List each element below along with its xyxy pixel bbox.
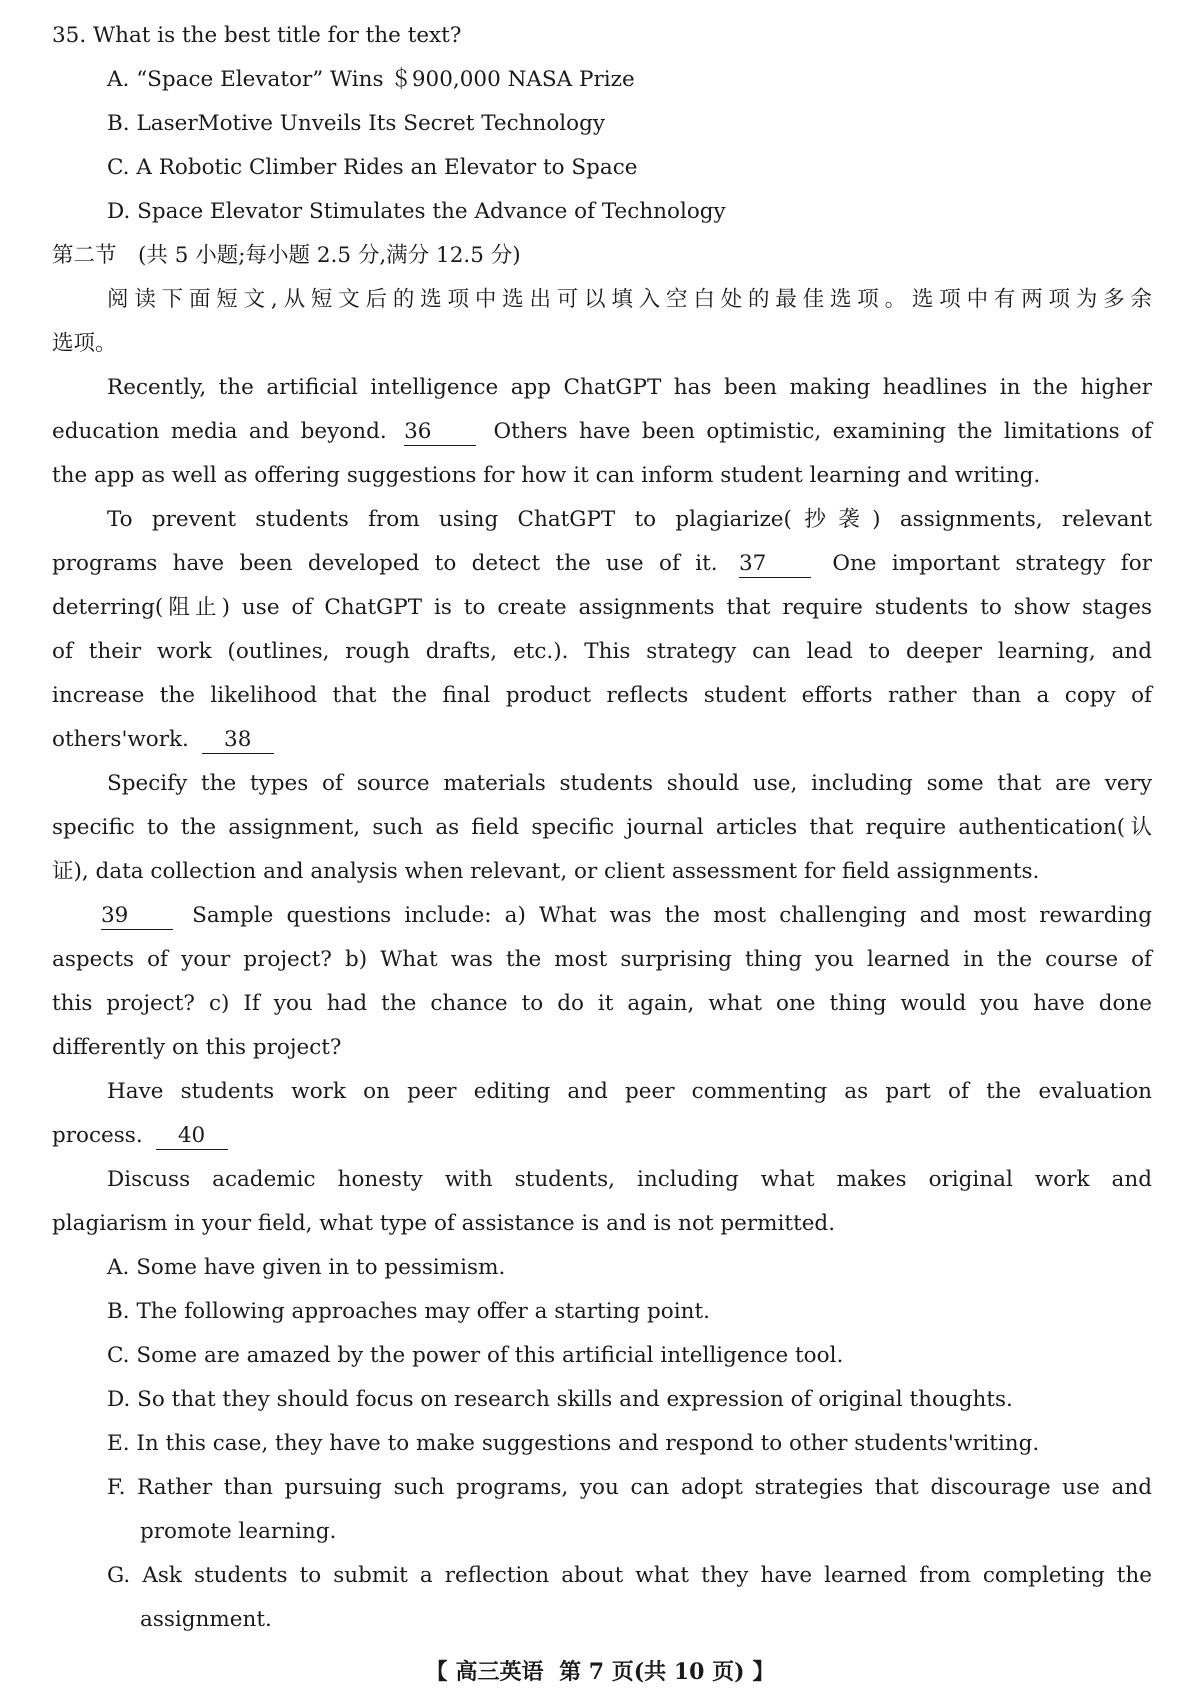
passage-line: [52, 894, 1152, 938]
question-35-option-d: D. Space Elevator Stimulates the Advance of Technology: [107, 199, 726, 224]
option-g-cont: assignment.: [140, 1607, 272, 1632]
blank-38: 38: [202, 727, 274, 754]
option-f: F. Rather than pursuing such programs, you can adopt strategies that discourage use and: [107, 1475, 1152, 1500]
passage-line: this project? c) If you had the chance to do it again, what one thing would you have done: [52, 991, 1152, 1016]
option-b: B. The following approaches may offer a starting point.: [107, 1299, 710, 1324]
passage-line: [52, 542, 1152, 586]
option-a: A. Some have given in to pessimism.: [107, 1255, 506, 1280]
option-d: D. So that they should focus on research skills and expression of original thoughts.: [107, 1387, 1013, 1412]
passage-line: [52, 1114, 1152, 1158]
blank-40: 40: [156, 1123, 228, 1150]
passage-line: Discuss academic honesty with students, including what makes original work and: [107, 1167, 1152, 1192]
passage-line: Have students work on peer editing and peer commenting as part of the evaluation: [107, 1079, 1152, 1104]
passage-line: Specify the types of source materials students should use, including some that are very: [107, 771, 1152, 796]
passage-line: deterring(阻止) use of ChatGPT is to create assignments that require students to show stages: [52, 595, 1152, 620]
passage-text: education media and beyond.: [52, 419, 387, 444]
passage-text: process.: [52, 1123, 143, 1148]
passage-line: To prevent students from using ChatGPT to plagiarize(抄袭) assignments, relevant: [107, 507, 1152, 532]
passage-line: plagiarism in your field, what type of assistance is and is not permitted.: [52, 1211, 836, 1236]
passage-text: Others have been optimistic, examining the limitations of: [493, 419, 1152, 444]
question-35-option-c: C. A Robotic Climber Rides an Elevator to Space: [107, 155, 638, 180]
passage-line: specific to the assignment, such as field specific journal articles that require authentication(认: [52, 815, 1152, 840]
page-footer: [0, 1655, 1200, 1686]
footer-page-number: 第 7 页(共 10 页): [559, 1659, 745, 1685]
question-35-option-a: A. “Space Elevator” Wins ＄900,000 NASA Prize: [107, 67, 635, 92]
passage-line: the app as well as offering suggestions for how it can inform student learning and writing.: [52, 463, 1041, 488]
passage-line: aspects of your project? b) What was the most surprising thing you learned in the course of: [52, 947, 1152, 972]
footer-subject: 高三英语: [455, 1659, 544, 1685]
question-35-option-b: B. LaserMotive Unveils Its Secret Technology: [107, 111, 606, 136]
section-instruction: 阅读下面短文,从短文后的选项中选出可以填入空白处的最佳选项。选项中有两项为多余: [107, 287, 1152, 312]
blank-39: 39: [101, 903, 173, 930]
passage-line: 证), data collection and analysis when relevant, or client assessment for field assignments.: [52, 859, 1040, 884]
option-f-cont: promote learning.: [140, 1519, 337, 1544]
passage-line: [52, 410, 1152, 454]
section-instruction-cont: 选项。: [52, 331, 117, 356]
blank-36: 36: [404, 419, 476, 446]
passage-text: programs have been developed to detect the use of it.: [52, 551, 718, 576]
passage-line: [52, 718, 1152, 762]
footer-bracket-close: 】: [752, 1659, 775, 1685]
option-e: E. In this case, they have to make suggestions and respond to other students'writing.: [107, 1431, 1040, 1456]
footer-bracket-open: 【: [425, 1659, 448, 1685]
passage-line: Recently, the artificial intelligence app ChatGPT has been making headlines in the higher: [107, 375, 1152, 400]
passage-text: Sample questions include: a) What was the most challenging and most rewarding: [192, 903, 1152, 928]
option-c: C. Some are amazed by the power of this artificial intelligence tool.: [107, 1343, 844, 1368]
passage-text: One important strategy for: [832, 551, 1152, 576]
passage-line: increase the likelihood that the final product reflects student efforts rather than a copy of: [52, 683, 1152, 708]
passage-text: others'work.: [52, 727, 189, 752]
passage-line: differently on this project?: [52, 1035, 342, 1060]
passage-line: of their work (outlines, rough drafts, etc.). This strategy can lead to deeper learning, and: [52, 639, 1152, 664]
blank-37: 37: [739, 551, 811, 578]
option-g: G. Ask students to submit a reflection about what they have learned from completing the: [107, 1563, 1152, 1588]
section-heading: 第二节 (共 5 小题;每小题 2.5 分,满分 12.5 分): [52, 243, 521, 268]
question-35-stem: 35. What is the best title for the text?: [52, 23, 462, 48]
